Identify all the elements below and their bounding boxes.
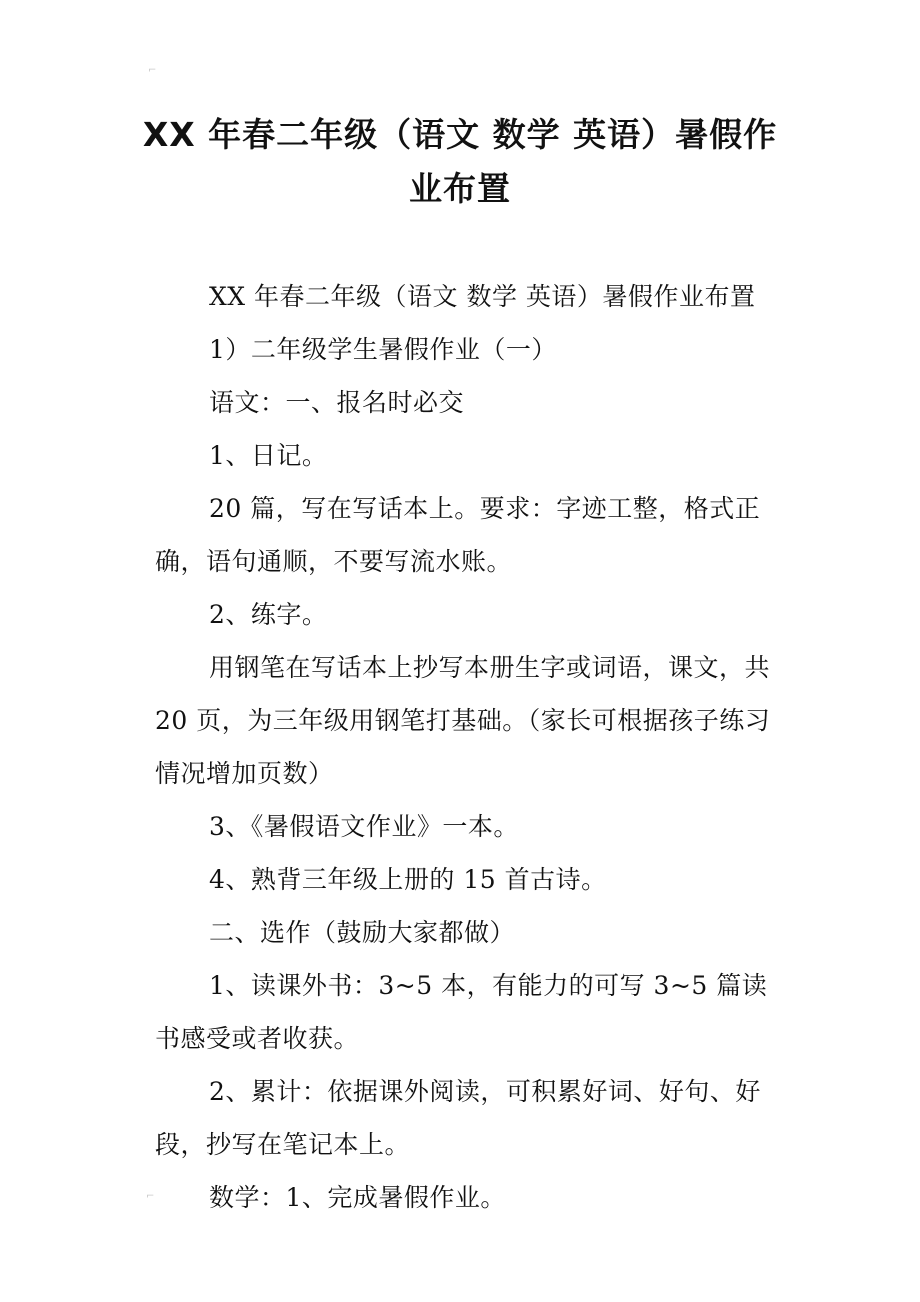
paragraph: 用钢笔在写话本上抄写本册生字或词语，课文，共 20 页，为三年级用钢笔打基础。（家长可根据孩子练习情况增加页数） xyxy=(155,653,771,788)
paragraph: 1、日记。 xyxy=(209,441,328,470)
paragraph: 20 篇，写在写话本上。要求：字迹工整，格式正确，语句通顺，不要写流水账。 xyxy=(155,494,761,576)
paragraph: 4、熟背三年级上册的 15 首古诗。 xyxy=(209,865,607,894)
paragraph: 语文：一、报名时必交 xyxy=(209,388,465,417)
paragraph: 3、《暑假语文作业》一本。 xyxy=(209,812,519,841)
corner-mark-bottom: ⌐ xyxy=(146,1191,155,1202)
paragraph: 2、练字。 xyxy=(209,600,328,629)
paragraph: 1）二年级学生暑假作业（一） xyxy=(209,335,557,364)
paragraph: 二、选作（鼓励大家都做） xyxy=(209,918,516,947)
document-body xyxy=(155,270,775,1224)
paragraph: 数学：1、完成暑假作业。 xyxy=(209,1183,506,1212)
document-title: XX 年春二年级（语文 数学 英语）暑假作业布置 xyxy=(142,115,778,208)
paragraph: XX 年春二年级（语文 数学 英语）暑假作业布置 xyxy=(209,282,756,311)
paragraph: 2、累计：依据课外阅读，可积累好词、好句、好段，抄写在笔记本上。 xyxy=(155,1077,761,1159)
paragraph: 1、读课外书：3~5 本，有能力的可写 3~5 篇读书感受或者收获。 xyxy=(155,971,768,1053)
corner-mark-top: ⌐ xyxy=(148,65,157,76)
